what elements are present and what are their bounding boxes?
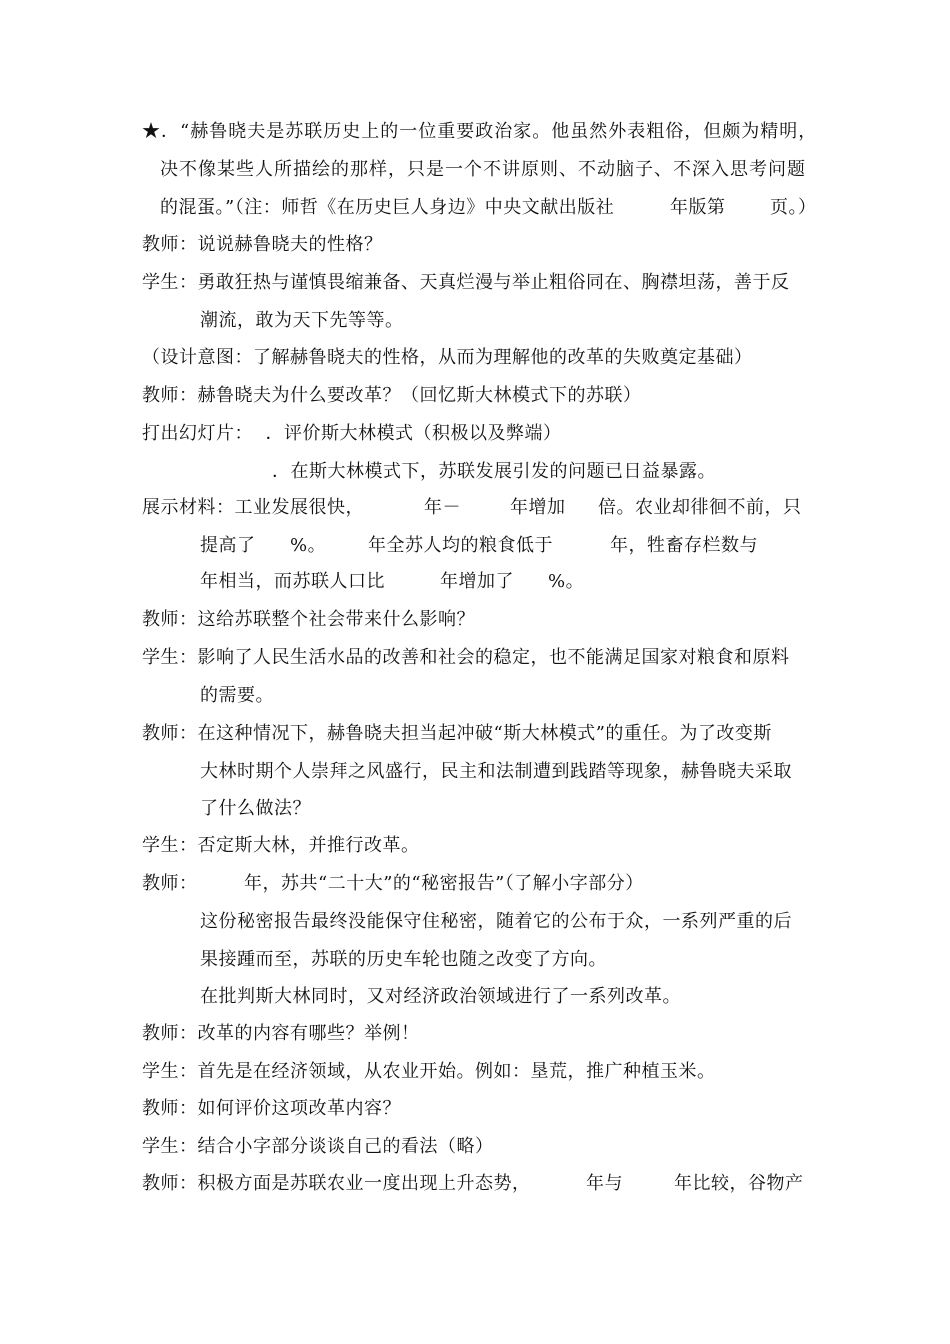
paragraph-2: 在批判斯大林同时，又对经济政治领域进行了一系列改革。: [200, 986, 681, 1007]
material-line-2b: %。: [290, 535, 327, 556]
teacher-line-4a: 教师：在这种情况下，赫鲁晓夫担当起冲破“斯大林模式”的重任。为了改变斯: [142, 723, 772, 744]
material-line-3a: 年相当，而苏联人口比: [200, 571, 385, 592]
quote-line-3c: 页。）: [770, 197, 817, 218]
student-line-5: 学生：结合小字部分谈谈自己的看法（略）: [142, 1136, 494, 1157]
material-line-1a: 展示材料：工业发展很快，: [142, 497, 364, 518]
teacher-line-7: 教师：如何评价这项改革内容？: [142, 1098, 401, 1119]
material-line-2d: 年，牲畜存栏数与: [610, 535, 758, 556]
material-line-1b: 年－: [424, 497, 461, 518]
quote-line-3b: 年版第: [670, 197, 726, 218]
student-line-2b: 的需要。: [200, 685, 274, 706]
quote-line-3a: 的混蛋。”（注：师哲《在历史巨人身边》中央文献出版社: [160, 197, 615, 218]
material-line-1d: 倍。农业却徘徊不前，只: [598, 497, 802, 518]
paragraph-1a: 这份秘密报告最终没能保守住秘密，随着它的公布于众，一系列严重的后: [200, 911, 792, 932]
teacher-line-8a: 教师：积极方面是苏联农业一度出现上升态势，: [142, 1173, 531, 1194]
material-line-2a: 提高了: [200, 535, 256, 556]
student-line-1a: 学生：勇敢狂热与谨慎畏缩兼备、天真烂漫与举止粗俗同在、胸襟坦荡，善于反: [142, 272, 790, 293]
teacher-line-8b: 年与: [586, 1173, 623, 1194]
material-line-3b: 年增加了: [440, 571, 514, 592]
student-line-2a: 学生：影响了人民生活水品的改善和社会的稳定，也不能满足国家对粮食和原料: [142, 647, 790, 668]
quote-line-2: 决不像某些人所描绘的那样，只是一个不讲原则、不动脑子、不深入思考问题: [160, 159, 806, 180]
teacher-line-4b: 大林时期个人崇拜之风盛行，民主和法制遭到践踏等现象，赫鲁晓夫采取: [200, 761, 792, 782]
slide-line-2: ．在斯大林模式下，苏联发展引发的问题已日益暴露。: [272, 461, 716, 482]
paragraph-1b: 果接踵而至，苏联的历史车轮也随之改变了方向。: [200, 949, 607, 970]
teacher-line-3: 教师：这给苏联整个社会带来什么影响？: [142, 609, 475, 630]
student-line-1b: 潮流，敢为天下先等等。: [200, 310, 404, 331]
teacher-line-6: 教师：改革的内容有哪些？举例！: [142, 1023, 420, 1044]
material-line-2c: 年全苏人均的粮食低于: [368, 535, 553, 556]
teacher-line-4c: 了什么做法？: [200, 798, 311, 819]
teacher-line-5b: 年，苏共“二十大”的“秘密报告”（了解小字部分）: [244, 873, 644, 894]
student-line-4: 学生：首先是在经济领域，从农业开始。例如：垦荒，推广种植玉米。: [142, 1061, 716, 1082]
material-line-3c: %。: [548, 571, 585, 592]
teacher-line-2: 教师：赫鲁晓夫为什么要改革？（回忆斯大林模式下的苏联）: [142, 385, 642, 406]
teacher-line-8c: 年比较，谷物产: [674, 1173, 804, 1194]
material-line-1c: 年增加: [510, 497, 566, 518]
design-intent: （设计意图：了解赫鲁晓夫的性格，从而为理解他的改革的失败奠定基础）: [142, 347, 753, 368]
teacher-line-1: 教师：说说赫鲁晓夫的性格？: [142, 234, 383, 255]
student-line-3: 学生：否定斯大林，并推行改革。: [142, 835, 420, 856]
slide-line-1: 打出幻灯片： ．评价斯大林模式（积极以及弊端）: [142, 423, 562, 444]
teacher-line-5a: 教师：: [142, 873, 198, 894]
quote-line-1: ★．“赫鲁晓夫是苏联历史上的一位重要政治家。他虽然外表粗俗，但颇为精明，: [142, 121, 818, 142]
